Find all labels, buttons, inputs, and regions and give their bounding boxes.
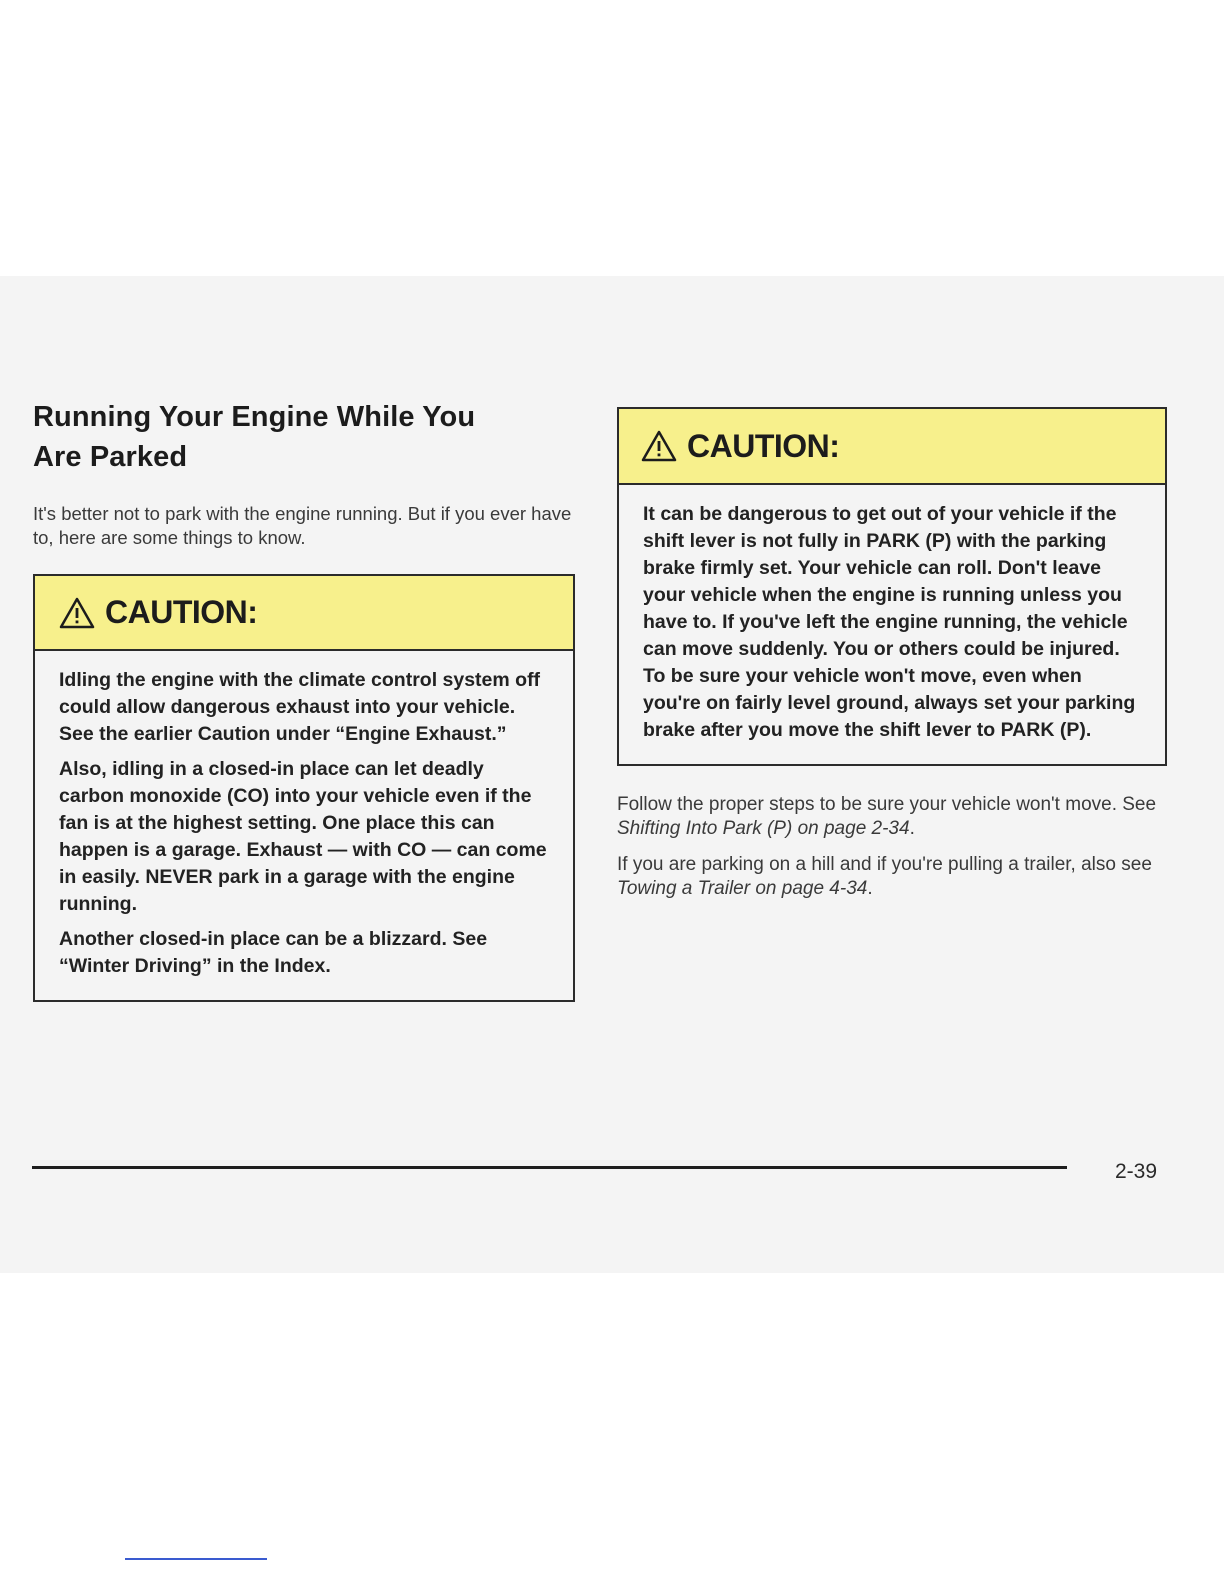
blue-underline: [125, 1558, 267, 1560]
intro-paragraph: It's better not to park with the engine running. But if you ever have to, here are some things to know.: [33, 503, 572, 548]
page-number: 2-39: [1115, 1160, 1158, 1183]
right-column: [617, 407, 1167, 901]
follow-text: Follow the proper steps to be sure your vehicle won't move. See: [617, 794, 1157, 815]
caution-paragraph: Also, idling in a closed-in place can let deadly carbon monoxide (CO) into your vehicle even if the fan is at the highest setting. One place this can happen is a garage. Exhaust — with CO — can come in easily. NEVER park in a garage with the engine running.: [59, 758, 547, 915]
section-title-line2: Are Parked: [33, 441, 188, 473]
warning-triangle-icon: [641, 430, 677, 462]
caution-heading: CAUTION:: [687, 427, 840, 464]
trailer-paragraph: [617, 853, 1167, 901]
warning-triangle-icon: [59, 597, 95, 629]
trailer-text: If you are parking on a hill and if you're pulling a trailer, also see: [617, 854, 1152, 875]
follow-text-end: .: [909, 818, 915, 839]
caution-header: [619, 409, 1165, 485]
cross-reference-link[interactable]: Shifting Into Park (P) on page 2-34: [617, 818, 910, 839]
follow-paragraph: [617, 793, 1167, 841]
footer-rule: [32, 1166, 1067, 1169]
trailer-text-end: .: [867, 878, 873, 899]
caution-body: [35, 651, 573, 1000]
caution-paragraph: Idling the engine with the climate control system off could allow dangerous exhaust into your vehicle. See the earlier Caution under “Engine Exhaust.”: [59, 669, 541, 745]
caution-box-park: [617, 407, 1167, 766]
caution-paragraph: Another closed-in place can be a blizzard. See “Winter Driving” in the Index.: [59, 928, 488, 977]
section-title: [33, 397, 575, 477]
caution-body: [619, 485, 1165, 764]
caution-paragraph: It can be dangerous to get out of your vehicle if the shift lever is not fully in PARK (P) with the parking brake firmly set. Your vehicle can roll. Don't leave your vehicle when the engine is running unless you have to. If you've left the engine running, the vehicle can move suddenly. You or others could be injured. To be sure your vehicle won't move, even when you're on fairly level ground, always set your parking brake after you move the shift lever to PARK (P).: [643, 503, 1136, 741]
cross-reference-link[interactable]: Towing a Trailer on page 4-34: [617, 878, 868, 899]
caution-heading: CAUTION:: [105, 594, 258, 630]
caution-box-idling: [33, 574, 575, 1002]
section-title-line1: Running Your Engine While You: [33, 401, 476, 433]
left-column: [33, 397, 575, 1002]
caution-header: [35, 576, 573, 651]
